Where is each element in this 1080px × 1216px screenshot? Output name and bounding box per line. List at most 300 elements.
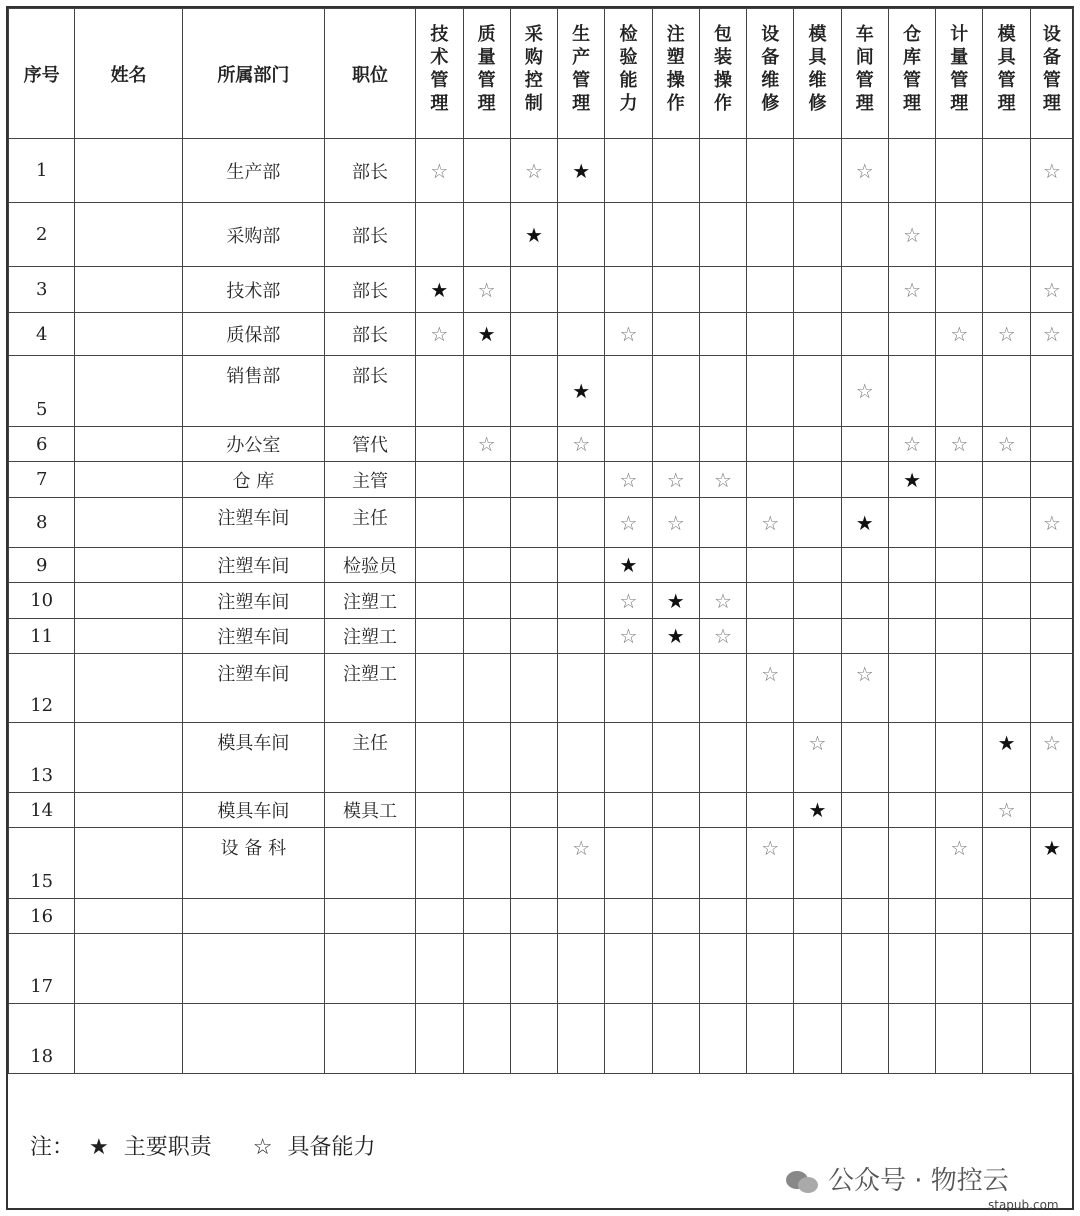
- row-position: [324, 828, 416, 899]
- capability-mark: ☆: [416, 139, 463, 203]
- row-name: [75, 548, 183, 583]
- skill-cell: [605, 356, 652, 427]
- skill-cell: [416, 498, 463, 548]
- skill-cell: [936, 619, 983, 654]
- skill-cell: [558, 793, 605, 828]
- row-dept: 模具车间: [182, 793, 324, 828]
- skill-cell: [888, 313, 935, 356]
- skill-cell: [747, 1004, 794, 1074]
- skill-cell: [463, 654, 510, 723]
- skill-cell: [699, 139, 746, 203]
- skill-cell: [841, 583, 888, 619]
- capability-mark: ☆: [699, 619, 746, 654]
- row-index: 3: [9, 267, 75, 313]
- row-dept: 注塑车间: [182, 498, 324, 548]
- skill-cell: [416, 583, 463, 619]
- skill-cell: [794, 548, 841, 583]
- skill-cell: [1030, 654, 1073, 723]
- row-dept: 技术部: [182, 267, 324, 313]
- row-index: 16: [9, 899, 75, 934]
- skill-cell: [936, 498, 983, 548]
- row-position: 管代: [324, 427, 416, 462]
- row-dept: 办公室: [182, 427, 324, 462]
- skill-cell: [558, 548, 605, 583]
- skill-cell: [652, 899, 699, 934]
- table-row: [9, 548, 1074, 583]
- capability-mark: ☆: [888, 267, 935, 313]
- skill-cell: [558, 267, 605, 313]
- skill-cell: [605, 427, 652, 462]
- row-position: [324, 1004, 416, 1074]
- skill-cell: [936, 356, 983, 427]
- header-skill: [888, 9, 935, 139]
- row-position: [324, 934, 416, 1004]
- row-position: 部长: [324, 203, 416, 267]
- skill-cell: [416, 203, 463, 267]
- table-row: [9, 619, 1074, 654]
- skill-cell: [558, 462, 605, 498]
- skill-cell: [463, 356, 510, 427]
- skill-cell: [652, 793, 699, 828]
- row-position: 注塑工: [324, 583, 416, 619]
- skill-cell: [510, 899, 557, 934]
- skill-cell: [888, 356, 935, 427]
- capability-mark: ☆: [652, 462, 699, 498]
- row-name: [75, 356, 183, 427]
- skill-cell: [652, 828, 699, 899]
- capability-mark: ☆: [747, 828, 794, 899]
- skill-cell: [794, 899, 841, 934]
- capability-mark: ☆: [888, 203, 935, 267]
- skill-cell: [605, 723, 652, 793]
- legend-capable-symbol: ☆: [252, 1135, 273, 1160]
- row-position: 检验员: [324, 548, 416, 583]
- skill-cell: [841, 899, 888, 934]
- skill-cell: [1030, 934, 1073, 1004]
- skill-cell: [699, 498, 746, 548]
- skill-cell: [416, 723, 463, 793]
- skill-cell: [841, 619, 888, 654]
- row-name: [75, 139, 183, 203]
- header-skill-label: 模具管理: [997, 24, 1016, 114]
- skill-cell: [605, 934, 652, 1004]
- skill-cell: [983, 267, 1030, 313]
- skill-cell: [510, 828, 557, 899]
- skill-cell: [794, 619, 841, 654]
- skill-cell: [936, 203, 983, 267]
- capability-mark: ☆: [558, 427, 605, 462]
- skill-cell: [510, 934, 557, 1004]
- skill-cell: [888, 723, 935, 793]
- skill-cell: [936, 462, 983, 498]
- legend-capable-label: 具备能力: [287, 1135, 376, 1160]
- capability-mark: ☆: [605, 313, 652, 356]
- capability-mark: ☆: [747, 654, 794, 723]
- skill-cell: [841, 793, 888, 828]
- header-skill-label: 车间管理: [855, 24, 874, 114]
- row-index: 6: [9, 427, 75, 462]
- skill-cell: [841, 267, 888, 313]
- skill-cell: [936, 1004, 983, 1074]
- skill-cell: [699, 723, 746, 793]
- capability-mark: ☆: [699, 583, 746, 619]
- skill-cell: [416, 548, 463, 583]
- skill-cell: [652, 267, 699, 313]
- row-name: [75, 498, 183, 548]
- header-skill-label: 质量管理: [477, 24, 496, 114]
- skill-cell: [983, 498, 1030, 548]
- skill-cell: [463, 583, 510, 619]
- skills-matrix-table: [8, 8, 1074, 1074]
- header-skill: [841, 9, 888, 139]
- capability-mark: ☆: [605, 462, 652, 498]
- table-row: [9, 793, 1074, 828]
- header-skill: [510, 9, 557, 139]
- capability-mark: ☆: [1030, 267, 1073, 313]
- primary-duty-mark: ★: [983, 723, 1030, 793]
- row-name: [75, 723, 183, 793]
- skill-cell: [605, 203, 652, 267]
- skill-cell: [747, 427, 794, 462]
- skill-cell: [605, 1004, 652, 1074]
- header-skill: [416, 9, 463, 139]
- skill-cell: [936, 267, 983, 313]
- capability-mark: ☆: [983, 793, 1030, 828]
- skill-cell: [510, 654, 557, 723]
- skill-cell: [463, 828, 510, 899]
- capability-mark: ☆: [841, 654, 888, 723]
- skill-cell: [983, 899, 1030, 934]
- skill-cell: [747, 934, 794, 1004]
- skill-cell: [605, 139, 652, 203]
- header-name: 姓名: [75, 9, 183, 139]
- row-index: 5: [9, 356, 75, 427]
- row-position: [324, 899, 416, 934]
- row-index: 4: [9, 313, 75, 356]
- skill-cell: [416, 619, 463, 654]
- row-position: 主任: [324, 723, 416, 793]
- row-dept: [182, 1004, 324, 1074]
- skill-cell: [888, 139, 935, 203]
- skill-cell: [888, 828, 935, 899]
- row-name: [75, 828, 183, 899]
- skill-cell: [983, 934, 1030, 1004]
- capability-mark: ☆: [1030, 723, 1073, 793]
- row-index: 10: [9, 583, 75, 619]
- skill-cell: [463, 548, 510, 583]
- skill-cell: [463, 462, 510, 498]
- skill-cell: [983, 619, 1030, 654]
- skill-cell: [936, 654, 983, 723]
- skill-cell: [841, 723, 888, 793]
- header-skill-label: 生产管理: [572, 24, 591, 114]
- row-dept: [182, 934, 324, 1004]
- row-index: 1: [9, 139, 75, 203]
- row-name: [75, 654, 183, 723]
- skill-cell: [510, 356, 557, 427]
- skill-cell: [983, 203, 1030, 267]
- row-index: 7: [9, 462, 75, 498]
- table-row: [9, 203, 1074, 267]
- skill-cell: [699, 548, 746, 583]
- header-position: 职位: [324, 9, 416, 139]
- skill-cell: [936, 934, 983, 1004]
- row-index: 8: [9, 498, 75, 548]
- skill-cell: [1030, 548, 1073, 583]
- skill-cell: [558, 934, 605, 1004]
- skill-cell: [558, 723, 605, 793]
- capability-mark: ☆: [463, 427, 510, 462]
- matrix-body: [9, 139, 1074, 1074]
- skill-cell: [888, 583, 935, 619]
- capability-mark: ☆: [605, 619, 652, 654]
- header-dept: 所属部门: [182, 9, 324, 139]
- primary-duty-mark: ★: [794, 793, 841, 828]
- legend: [30, 1130, 384, 1161]
- row-name: [75, 583, 183, 619]
- skill-cell: [558, 619, 605, 654]
- site-watermark: stapub.com: [988, 1198, 1059, 1212]
- table-row: [9, 427, 1074, 462]
- skill-cell: [936, 723, 983, 793]
- capability-mark: ☆: [794, 723, 841, 793]
- capability-mark: ☆: [1030, 139, 1073, 203]
- skill-cell: [983, 654, 1030, 723]
- skill-cell: [747, 619, 794, 654]
- skill-cell: [747, 548, 794, 583]
- skill-cell: [983, 139, 1030, 203]
- skill-cell: [605, 654, 652, 723]
- skill-cell: [416, 793, 463, 828]
- skill-cell: [463, 203, 510, 267]
- skill-cell: [794, 139, 841, 203]
- table-row: [9, 498, 1074, 548]
- skill-cell: [510, 267, 557, 313]
- header-skill-label: 检验能力: [619, 24, 638, 114]
- row-name: [75, 619, 183, 654]
- row-position: 主任: [324, 498, 416, 548]
- skill-cell: [841, 934, 888, 1004]
- skill-cell: [416, 899, 463, 934]
- header-skill-label: 注塑操作: [666, 24, 685, 114]
- table-row: [9, 899, 1074, 934]
- skill-cell: [652, 548, 699, 583]
- skill-cell: [652, 934, 699, 1004]
- header-skill: [652, 9, 699, 139]
- skill-cell: [699, 899, 746, 934]
- row-dept: 注塑车间: [182, 654, 324, 723]
- header-skill: [936, 9, 983, 139]
- skill-cell: [416, 1004, 463, 1074]
- row-dept: 注塑车间: [182, 548, 324, 583]
- skill-cell: [841, 462, 888, 498]
- skill-cell: [794, 203, 841, 267]
- skill-cell: [699, 828, 746, 899]
- row-dept: 注塑车间: [182, 583, 324, 619]
- row-index: 14: [9, 793, 75, 828]
- header-skill-label: 设备维修: [761, 24, 780, 114]
- skill-cell: [794, 583, 841, 619]
- skill-cell: [983, 356, 1030, 427]
- table-row: [9, 1004, 1074, 1074]
- skill-cell: [463, 934, 510, 1004]
- skill-cell: [463, 1004, 510, 1074]
- primary-duty-mark: ★: [416, 267, 463, 313]
- row-position: 主管: [324, 462, 416, 498]
- skill-cell: [888, 934, 935, 1004]
- skill-cell: [699, 427, 746, 462]
- skill-cell: [416, 934, 463, 1004]
- primary-duty-mark: ★: [1030, 828, 1073, 899]
- primary-duty-mark: ★: [510, 203, 557, 267]
- skill-cell: [888, 498, 935, 548]
- row-name: [75, 934, 183, 1004]
- skill-cell: [463, 899, 510, 934]
- skill-cell: [794, 427, 841, 462]
- skill-cell: [747, 356, 794, 427]
- primary-duty-mark: ★: [888, 462, 935, 498]
- table-row: [9, 139, 1074, 203]
- row-position: 部长: [324, 139, 416, 203]
- capability-mark: ☆: [841, 356, 888, 427]
- skill-cell: [1030, 462, 1073, 498]
- row-index: 18: [9, 1004, 75, 1074]
- primary-duty-mark: ★: [558, 139, 605, 203]
- skill-cell: [463, 723, 510, 793]
- skill-cell: [652, 1004, 699, 1074]
- skill-cell: [747, 793, 794, 828]
- skill-cell: [558, 498, 605, 548]
- skill-cell: [605, 828, 652, 899]
- primary-duty-mark: ★: [841, 498, 888, 548]
- row-name: [75, 793, 183, 828]
- skill-cell: [747, 899, 794, 934]
- skill-cell: [699, 934, 746, 1004]
- row-dept: 注塑车间: [182, 619, 324, 654]
- capability-mark: ☆: [936, 313, 983, 356]
- header-row: [9, 9, 1074, 139]
- legend-footer: [8, 1078, 1072, 1210]
- skill-cell: [1030, 203, 1073, 267]
- skill-cell: [841, 313, 888, 356]
- skill-cell: [794, 498, 841, 548]
- skill-cell: [1030, 899, 1073, 934]
- skill-cell: [699, 313, 746, 356]
- skill-cell: [558, 654, 605, 723]
- skill-cell: [983, 828, 1030, 899]
- header-skill: [463, 9, 510, 139]
- skill-cell: [747, 583, 794, 619]
- skill-cell: [699, 1004, 746, 1074]
- legend-primary-symbol: ★: [89, 1135, 109, 1160]
- capability-mark: ☆: [1030, 498, 1073, 548]
- skill-cell: [841, 427, 888, 462]
- skill-cell: [983, 462, 1030, 498]
- skill-cell: [747, 267, 794, 313]
- row-name: [75, 203, 183, 267]
- skill-cell: [510, 723, 557, 793]
- skill-cell: [416, 356, 463, 427]
- header-skill-label: 计量管理: [950, 24, 969, 114]
- watermark-text: 公众号 · 物控云: [828, 1166, 1009, 1196]
- table-row: [9, 654, 1074, 723]
- capability-mark: ☆: [936, 427, 983, 462]
- header-skill: [1030, 9, 1073, 139]
- skill-cell: [652, 313, 699, 356]
- header-skill: [558, 9, 605, 139]
- skill-cell: [747, 723, 794, 793]
- capability-mark: ☆: [605, 583, 652, 619]
- row-index: 12: [9, 654, 75, 723]
- skill-cell: [510, 793, 557, 828]
- skill-cell: [699, 203, 746, 267]
- primary-duty-mark: ★: [605, 548, 652, 583]
- table-row: [9, 723, 1074, 793]
- skill-cell: [699, 793, 746, 828]
- skill-cell: [1030, 356, 1073, 427]
- skill-cell: [747, 313, 794, 356]
- skill-cell: [510, 619, 557, 654]
- skill-cell: [605, 267, 652, 313]
- legend-prefix: 注：: [30, 1135, 75, 1160]
- skill-cell: [699, 267, 746, 313]
- skill-cell: [510, 583, 557, 619]
- skill-cell: [558, 313, 605, 356]
- capability-mark: ☆: [747, 498, 794, 548]
- row-dept: 模具车间: [182, 723, 324, 793]
- row-position: 模具工: [324, 793, 416, 828]
- header-skill-label: 技术管理: [430, 24, 449, 114]
- capability-mark: ☆: [983, 313, 1030, 356]
- skill-cell: [983, 1004, 1030, 1074]
- header-skill: [605, 9, 652, 139]
- header-skill: [699, 9, 746, 139]
- skill-cell: [463, 498, 510, 548]
- table-row: [9, 934, 1074, 1004]
- skill-cell: [699, 356, 746, 427]
- row-index: 11: [9, 619, 75, 654]
- skill-cell: [1030, 1004, 1073, 1074]
- row-position: 注塑工: [324, 619, 416, 654]
- skill-cell: [605, 793, 652, 828]
- header-index: 序号: [9, 9, 75, 139]
- row-position: 注塑工: [324, 654, 416, 723]
- row-position: 部长: [324, 313, 416, 356]
- skill-cell: [794, 828, 841, 899]
- skill-cell: [888, 548, 935, 583]
- header-skill-label: 仓库管理: [903, 24, 922, 114]
- skill-cell: [510, 548, 557, 583]
- row-name: [75, 313, 183, 356]
- skill-cell: [888, 1004, 935, 1074]
- row-dept: 质保部: [182, 313, 324, 356]
- skill-cell: [1030, 427, 1073, 462]
- primary-duty-mark: ★: [463, 313, 510, 356]
- capability-mark: ☆: [699, 462, 746, 498]
- row-name: [75, 1004, 183, 1074]
- skill-cell: [747, 203, 794, 267]
- primary-duty-mark: ★: [652, 583, 699, 619]
- skill-cell: [510, 1004, 557, 1074]
- skill-cell: [888, 619, 935, 654]
- capability-mark: ☆: [983, 427, 1030, 462]
- table-row: [9, 462, 1074, 498]
- skill-cell: [888, 654, 935, 723]
- row-dept: [182, 899, 324, 934]
- row-position: 部长: [324, 356, 416, 427]
- skill-cell: [794, 462, 841, 498]
- header-skill: [983, 9, 1030, 139]
